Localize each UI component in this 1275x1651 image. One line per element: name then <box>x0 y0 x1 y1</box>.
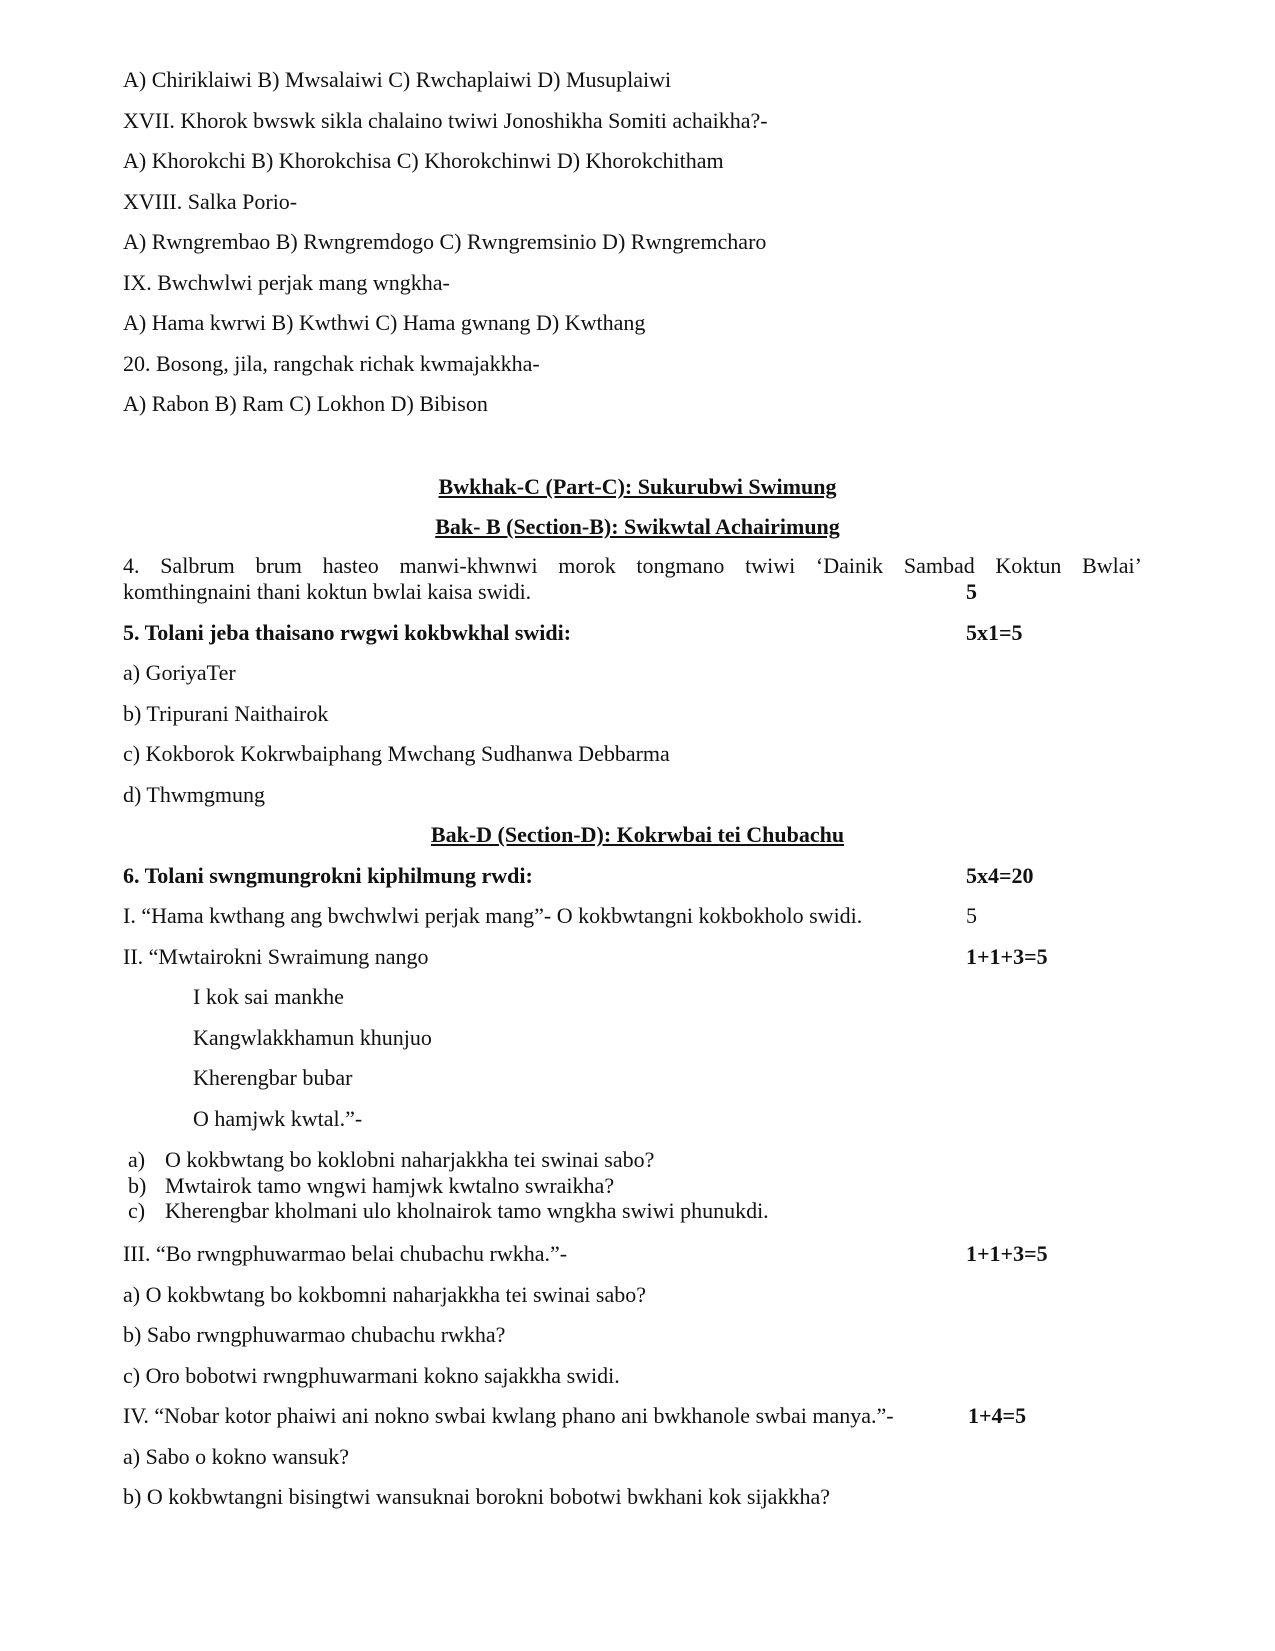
q6-ii: II. “Mwtairokni Swraimung nango <box>123 944 429 969</box>
sub-text: Kherengbar kholmani ulo kholnairok tamo wngkha swiwi phunukdi. <box>165 1198 769 1223</box>
q6-iii-marks: 1+1+3=5 <box>966 1241 1048 1266</box>
q6-iv-sub-b: b) O kokbwtangni bisingtwi wansuknai borokni bobotwi bwkhani kok sijakkha? <box>123 1484 830 1509</box>
q6-ii-verse-2: Kangwlakkhamun khunjuo <box>193 1025 432 1050</box>
sub-text: O kokbwtang bo koklobni naharjakkha tei swinai sabo? <box>165 1147 655 1172</box>
q20-question: 20. Bosong, jila, rangchak richak kwmajakkha- <box>123 351 540 376</box>
q18-options: A) Rwngrembao B) Rwngremdogo C) Rwngremsinio D) Rwngremcharo <box>123 229 767 254</box>
q19-question: IX. Bwchwlwi perjak mang wngkha- <box>123 270 450 295</box>
q6-iii-sub-c: c) Oro bobotwi rwngphuwarmani kokno sajakkha swidi. <box>123 1363 620 1388</box>
q17-question: XVII. Khorok bwswk sikla chalaino twiwi Jonoshikha Somiti achaikha?- <box>123 108 768 133</box>
q6-question: 6. Tolani swngmungrokni kiphilmung rwdi: <box>123 863 533 888</box>
q6-iv-sub-a: a) Sabo o kokno wansuk? <box>123 1444 350 1469</box>
q6-i-marks: 5 <box>966 903 977 928</box>
sub-label: b) <box>128 1173 147 1198</box>
q6-marks: 5x4=20 <box>966 863 1034 888</box>
sub-label: c) <box>128 1198 146 1223</box>
q6-ii-verse-1: I kok sai mankhe <box>193 984 344 1009</box>
q20-options: A) Rabon B) Ram C) Lokhon D) Bibison <box>123 391 488 416</box>
q6-i: I. “Hama kwthang ang bwchwlwi perjak mang”- O kokbwtangni kokbokholo swidi. <box>123 903 863 928</box>
sub-text: Mwtairok tamo wngwi hamjwk kwtalno swraikha? <box>165 1173 615 1198</box>
q6-iv-marks: 1+4=5 <box>968 1403 1027 1428</box>
q5-item-c: c) Kokborok Kokrwbaiphang Mwchang Sudhanwa Debbarma <box>123 741 670 766</box>
q6-ii-verse-4: O hamjwk kwtal.”- <box>193 1106 363 1131</box>
q4-line1: 4. Salbrum brum hasteo manwi-khwnwi morok tongmano twiwi ‘Dainik Sambad Koktun Bwlai’ <box>123 553 1142 578</box>
q17-options: A) Khorokchi B) Khorokchisa C) Khorokchinwi D) Khorokchitham <box>123 148 724 173</box>
q5-question: 5. Tolani jeba thaisano rwgwi kokbwkhal swidi: <box>123 620 572 645</box>
q18-question: XVIII. Salka Porio- <box>123 189 298 214</box>
q6-iii-sub-a: a) O kokbwtang bo kokbomni naharjakkha tei swinai sabo? <box>123 1282 646 1307</box>
q5-marks: 5x1=5 <box>966 620 1023 645</box>
q6-ii-marks: 1+1+3=5 <box>966 944 1048 969</box>
q6-iv: IV. “Nobar kotor phaiwi ani nokno swbai kwlang phano ani bwkhanole swbai manya.”- <box>123 1403 894 1428</box>
section-d-heading: Bak-D (Section-D): Kokrwbai tei Chubachu <box>430 822 845 847</box>
q6-ii-sub-a <box>128 1147 654 1173</box>
q6-ii-sub-b <box>128 1173 614 1199</box>
q16-options: A) Chiriklaiwi B) Mwsalaiwi C) Rwchaplaiwi D) Musuplaiwi <box>123 67 672 92</box>
q6-ii-verse-3: Kherengbar bubar <box>193 1065 353 1090</box>
section-b-heading: Bak- B (Section-B): Swikwtal Achairimung <box>435 514 840 539</box>
q19-options: A) Hama kwrwi B) Kwthwi C) Hama gwnang D) Kwthang <box>123 310 646 335</box>
q5-item-b: b) Tripurani Naithairok <box>123 701 329 726</box>
q6-iii: III. “Bo rwngphuwarmao belai chubachu rwkha.”- <box>123 1241 568 1266</box>
q5-item-a: a) GoriyaTer <box>123 660 236 685</box>
q4-line2: komthingnaini thani koktun bwlai kaisa swidi. <box>123 579 532 604</box>
q4-marks: 5 <box>966 579 977 604</box>
q5-item-d: d) Thwmgmung <box>123 782 265 807</box>
sub-label: a) <box>128 1147 146 1172</box>
q6-ii-sub-c <box>128 1198 769 1224</box>
q6-iii-sub-b: b) Sabo rwngphuwarmao chubachu rwkha? <box>123 1322 506 1347</box>
part-c-heading: Bwkhak-C (Part-C): Sukurubwi Swimung <box>438 474 837 499</box>
